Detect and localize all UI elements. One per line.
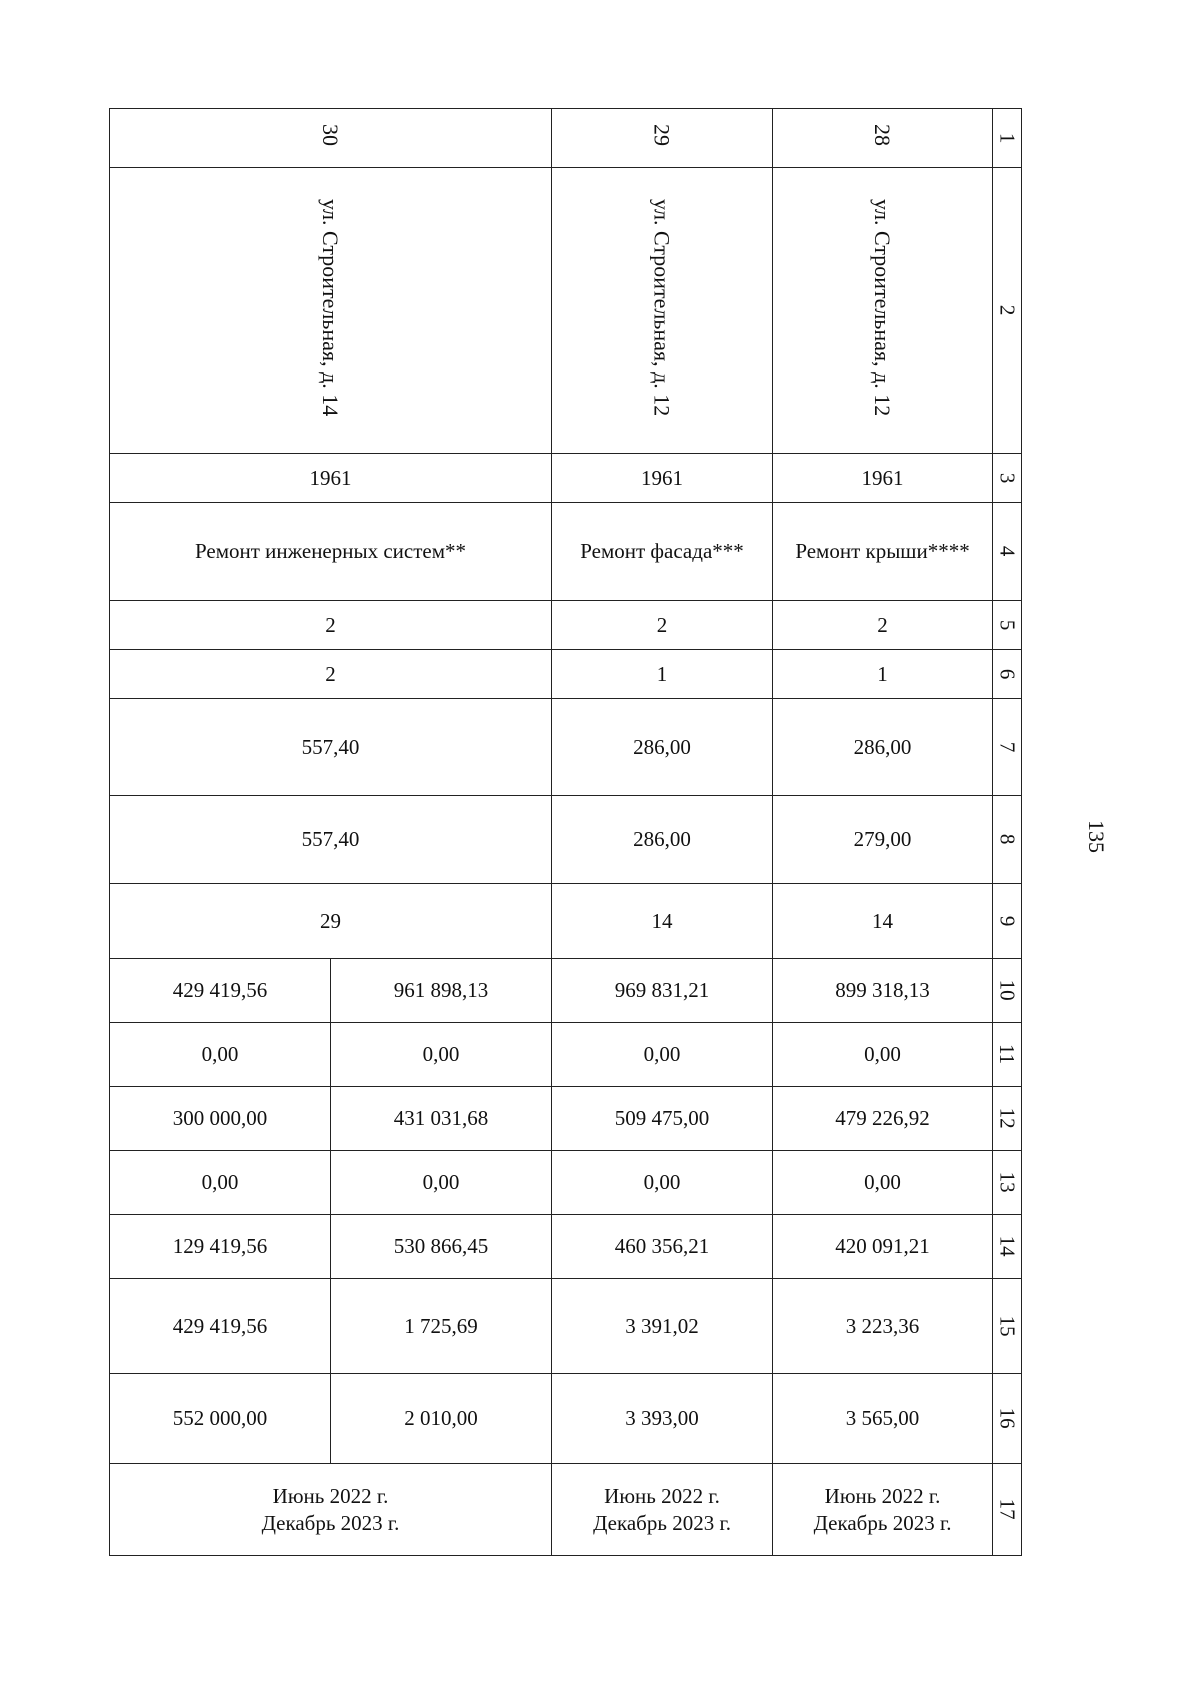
period-start: Июнь 2022 г. bbox=[824, 1484, 941, 1509]
row-number: 5 bbox=[993, 601, 1022, 650]
address-cell bbox=[552, 168, 773, 454]
year-cell: 1961 bbox=[110, 454, 552, 503]
table-row bbox=[110, 1374, 1022, 1464]
table-row bbox=[110, 1087, 1022, 1151]
table-row bbox=[110, 699, 1022, 796]
value-cell: 420 091,21 bbox=[773, 1215, 993, 1279]
row-number: 8 bbox=[993, 796, 1022, 884]
year-cell: 1961 bbox=[552, 454, 773, 503]
row-number: 14 bbox=[993, 1215, 1022, 1279]
table-row bbox=[110, 796, 1022, 884]
value-cell: 300 000,00 bbox=[110, 1087, 331, 1151]
value-cell: 3 565,00 bbox=[773, 1374, 993, 1464]
address: ул. Строительная, д. 12 bbox=[870, 199, 896, 417]
row-number: 11 bbox=[993, 1023, 1022, 1087]
period-end: Декабрь 2023 г. bbox=[261, 1510, 400, 1535]
table-row bbox=[110, 1023, 1022, 1087]
row-number: 3 bbox=[993, 454, 1022, 503]
table-row bbox=[110, 1215, 1022, 1279]
table-row bbox=[110, 959, 1022, 1023]
row-index-cell bbox=[773, 109, 993, 168]
value-cell: 2 bbox=[110, 650, 552, 699]
value-cell: 0,00 bbox=[110, 1151, 331, 1215]
row-index: 30 bbox=[318, 124, 344, 147]
table-row bbox=[110, 109, 1022, 168]
table-row bbox=[110, 884, 1022, 959]
row-number: 17 bbox=[993, 1464, 1022, 1556]
work-type-cell: Ремонт инженерных систем** bbox=[110, 503, 552, 601]
row-number: 7 bbox=[993, 699, 1022, 796]
table-row bbox=[110, 454, 1022, 503]
row-number: 13 bbox=[993, 1151, 1022, 1215]
value-cell: 0,00 bbox=[110, 1023, 331, 1087]
year-cell: 1961 bbox=[773, 454, 993, 503]
work-type-cell: Ремонт крыши**** bbox=[773, 503, 993, 601]
row-number: 12 bbox=[993, 1087, 1022, 1151]
address-cell bbox=[773, 168, 993, 454]
row-number: 6 bbox=[993, 650, 1022, 699]
value-cell: 0,00 bbox=[331, 1151, 552, 1215]
address: ул. Строительная, д. 12 bbox=[649, 199, 675, 417]
value-cell: 509 475,00 bbox=[552, 1087, 773, 1151]
table-row bbox=[110, 503, 1022, 601]
period-cell bbox=[552, 1464, 773, 1556]
period-cell bbox=[110, 1464, 552, 1556]
table-row bbox=[110, 1464, 1022, 1556]
value-cell: 29 bbox=[110, 884, 552, 959]
value-cell: 0,00 bbox=[552, 1151, 773, 1215]
value-cell: 0,00 bbox=[773, 1023, 993, 1087]
value-cell: 2 010,00 bbox=[331, 1374, 552, 1464]
table-row bbox=[110, 168, 1022, 454]
row-index-cell bbox=[552, 109, 773, 168]
period-end: Декабрь 2023 г. bbox=[813, 1510, 952, 1535]
period-start: Июнь 2022 г. bbox=[604, 1484, 720, 1509]
row-number: 1 bbox=[993, 109, 1022, 168]
value-cell: 286,00 bbox=[552, 699, 773, 796]
value-cell: 552 000,00 bbox=[110, 1374, 331, 1464]
value-cell: 429 419,56 bbox=[110, 959, 331, 1023]
value-cell: 1 bbox=[552, 650, 773, 699]
table-row bbox=[110, 1279, 1022, 1374]
row-number: 9 bbox=[993, 884, 1022, 959]
value-cell: 3 391,02 bbox=[552, 1279, 773, 1374]
value-cell: 530 866,45 bbox=[331, 1215, 552, 1279]
value-cell: 1 bbox=[773, 650, 993, 699]
row-index-cell bbox=[110, 109, 552, 168]
table-row bbox=[110, 601, 1022, 650]
row-number: 10 bbox=[993, 959, 1022, 1023]
value-cell: 14 bbox=[773, 884, 993, 959]
address: ул. Строительная, д. 14 bbox=[318, 199, 344, 417]
value-cell: 0,00 bbox=[331, 1023, 552, 1087]
value-cell: 3 223,36 bbox=[773, 1279, 993, 1374]
value-cell: 129 419,56 bbox=[110, 1215, 331, 1279]
value-cell: 557,40 bbox=[110, 699, 552, 796]
value-cell: 969 831,21 bbox=[552, 959, 773, 1023]
value-cell: 2 bbox=[552, 601, 773, 650]
row-number: 15 bbox=[993, 1279, 1022, 1374]
value-cell: 961 898,13 bbox=[331, 959, 552, 1023]
period-end: Декабрь 2023 г. bbox=[593, 1510, 731, 1535]
value-cell: 899 318,13 bbox=[773, 959, 993, 1023]
address-cell bbox=[110, 168, 552, 454]
row-index: 29 bbox=[649, 124, 675, 147]
period-start: Июнь 2022 г. bbox=[272, 1484, 389, 1509]
value-cell: 286,00 bbox=[773, 699, 993, 796]
value-cell: 460 356,21 bbox=[552, 1215, 773, 1279]
value-cell: 557,40 bbox=[110, 796, 552, 884]
value-cell: 279,00 bbox=[773, 796, 993, 884]
value-cell: 429 419,56 bbox=[110, 1279, 331, 1374]
period-cell bbox=[773, 1464, 993, 1556]
value-cell: 0,00 bbox=[773, 1151, 993, 1215]
row-number: 16 bbox=[993, 1374, 1022, 1464]
value-cell: 1 725,69 bbox=[331, 1279, 552, 1374]
value-cell: 2 bbox=[110, 601, 552, 650]
value-cell: 0,00 bbox=[552, 1023, 773, 1087]
value-cell: 286,00 bbox=[552, 796, 773, 884]
value-cell: 2 bbox=[773, 601, 993, 650]
row-index: 28 bbox=[870, 124, 896, 147]
value-cell: 431 031,68 bbox=[331, 1087, 552, 1151]
value-cell: 3 393,00 bbox=[552, 1374, 773, 1464]
page-number: 135 bbox=[1084, 820, 1109, 853]
repair-table bbox=[109, 108, 1022, 1556]
row-number: 2 bbox=[993, 168, 1022, 454]
work-type-cell: Ремонт фасада*** bbox=[552, 503, 773, 601]
table-row bbox=[110, 650, 1022, 699]
row-number: 4 bbox=[993, 503, 1022, 601]
value-cell: 14 bbox=[552, 884, 773, 959]
value-cell: 479 226,92 bbox=[773, 1087, 993, 1151]
table-row bbox=[110, 1151, 1022, 1215]
